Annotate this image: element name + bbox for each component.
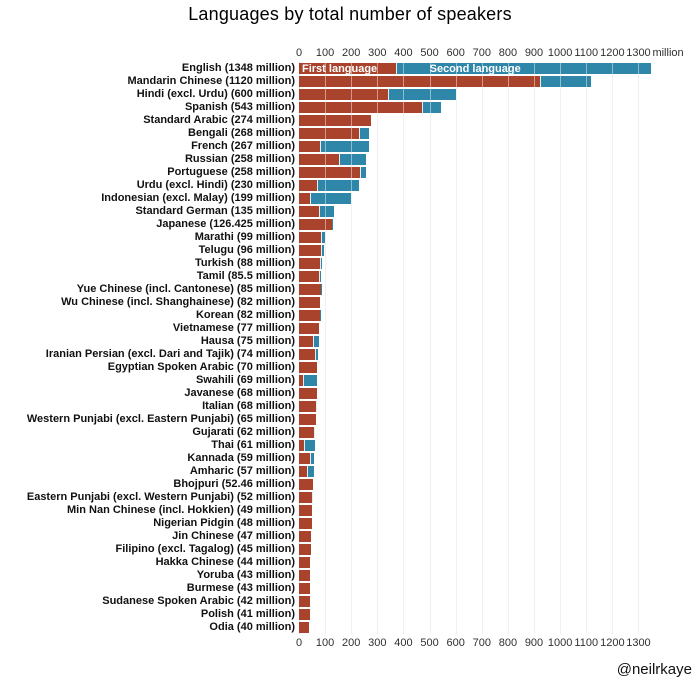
axis-tick-label: 300 (368, 47, 387, 59)
bar-segment-second-language (422, 102, 441, 113)
bar-segment-second-language (540, 76, 592, 87)
category-label: Hausa (75 million) (200, 335, 295, 347)
category-label: Thai (61 million) (211, 439, 295, 451)
gridline-overlay (482, 62, 483, 634)
category-label: Min Nan Chinese (incl. Hokkien) (49 million) (67, 504, 295, 516)
bar-segment-first-language (299, 596, 310, 607)
category-label: Hindi (excl. Urdu) (600 million) (136, 88, 295, 100)
axis-tick-label: 600 (446, 47, 465, 59)
bar-segment-first-language (299, 388, 317, 399)
bar-segment-second-language (307, 466, 314, 477)
axis-tick-label: 800 (498, 637, 518, 649)
gridline-overlay (560, 62, 561, 634)
category-label: Amharic (57 million) (189, 465, 295, 477)
bar-segment-first-language (299, 245, 321, 256)
bar-segment-first-language (299, 284, 321, 295)
category-label: Burmese (43 million) (186, 582, 295, 594)
axis-tick-label: 1300 (626, 637, 651, 649)
bar-segment-first-language (299, 531, 311, 542)
category-label: Filipino (excl. Tagalog) (45 million) (115, 543, 295, 555)
axis-tick-label: 600 (446, 637, 465, 649)
bar-segment-first-language (299, 193, 310, 204)
gridline-overlay (456, 62, 457, 634)
category-label: Sudanese Spoken Arabic (42 million) (102, 595, 295, 607)
axis-tick-label: 200 (342, 637, 361, 649)
axis-tick-label: 700 (472, 637, 491, 649)
bar-segment-first-language (299, 557, 310, 568)
category-label: Wu Chinese (incl. Shanghainese) (82 million) (61, 296, 295, 308)
category-label: Urdu (excl. Hindi) (230 million) (136, 179, 295, 191)
axis-tick-label: 100 (315, 637, 335, 649)
bar-segment-first-language (299, 453, 310, 464)
bar-segment-first-language (299, 609, 310, 620)
bar-segment-second-language (317, 180, 359, 191)
category-label: Telugu (96 million) (198, 244, 295, 256)
bar-segment-second-language (360, 167, 367, 178)
legend-first-language: First language (302, 63, 378, 75)
bar-segment-first-language (299, 414, 316, 425)
bar-segment-first-language (299, 297, 320, 308)
axis-tick-label: 700 (472, 47, 491, 59)
category-label: Turkish (88 million) (194, 257, 295, 269)
category-label: Hakka Chinese (44 million) (155, 556, 295, 568)
legend-second-language: Second language (429, 63, 521, 75)
bar-segment-first-language (299, 570, 310, 581)
gridline-overlay (534, 62, 535, 634)
axis-tick-label: 1100 (574, 47, 599, 59)
category-label: Standard German (135 million) (135, 205, 295, 217)
bar-segment-first-language (299, 427, 314, 438)
category-label: Swahili (69 million) (195, 374, 295, 386)
category-label: Vietnamese (77 million) (172, 322, 295, 334)
bar-segment-first-language (299, 258, 320, 269)
category-label: Yoruba (43 million) (196, 569, 295, 581)
axis-tick-label: 1100 (574, 637, 599, 649)
bar-segment-second-language (314, 427, 315, 438)
category-label: Eastern Punjabi (excl. Western Punjabi) (52 million) (26, 491, 295, 503)
category-label: English (1348 million) (181, 62, 295, 74)
bar-segment-second-language (312, 492, 313, 503)
category-label: Korean (82 million) (195, 309, 295, 321)
category-label: French (267 million) (191, 140, 295, 152)
bar-segment-second-language (320, 258, 322, 269)
bar-segment-first-language (299, 336, 313, 347)
category-label: Italian (68 million) (202, 400, 295, 412)
bar-segment-first-language (299, 115, 371, 126)
axis-tick-label: 500 (420, 637, 439, 649)
category-label: Japanese (126.425 million) (156, 218, 295, 230)
category-label: Bhojpuri (52.46 million) (173, 478, 295, 490)
axis-unit-label: million (652, 47, 684, 59)
gridline-overlay (377, 62, 378, 634)
category-label: Jin Chinese (47 million) (172, 530, 295, 542)
bar-segment-second-language (316, 401, 317, 412)
gridline-overlay (612, 62, 613, 634)
category-label: Odia (40 million) (209, 621, 295, 633)
bar-segment-first-language (299, 622, 309, 633)
bar-segment-first-language (299, 466, 307, 477)
category-label: Russian (258 million) (184, 153, 295, 165)
gridline-overlay (351, 62, 352, 634)
axis-tick-label: 1200 (600, 637, 625, 649)
bar-segment-first-language (299, 219, 332, 230)
category-label: Indonesian (excl. Malay) (199 million) (101, 192, 295, 204)
axis-tick-label: 1000 (547, 47, 573, 59)
bar-segment-second-language (315, 349, 318, 360)
gridline-overlay (325, 62, 326, 634)
axis-tick-label: 400 (394, 47, 413, 59)
chart-title: Languages by total number of speakers (188, 4, 512, 24)
bar-segment-first-language (299, 271, 319, 282)
axis-tick-label: 400 (394, 637, 413, 649)
axis-tick-label: 500 (420, 47, 439, 59)
bar-segment-first-language (299, 544, 311, 555)
axis-tick-label: 1200 (600, 47, 625, 59)
axis-tick-label: 1300 (626, 47, 651, 59)
category-label: Mandarin Chinese (1120 million) (127, 75, 295, 87)
bar-segment-second-language (310, 193, 350, 204)
bar-segment-first-language (299, 505, 312, 516)
category-label: Yue Chinese (incl. Cantonese) (85 million) (76, 283, 295, 295)
bar-segment-second-language (321, 245, 324, 256)
bar-segment-second-language (359, 128, 369, 139)
category-label: Tamil (85.5 million) (196, 270, 295, 282)
credit-handle: @neilrkaye (616, 661, 692, 678)
bar-segment-first-language (299, 401, 316, 412)
gridline-overlay (586, 62, 587, 634)
bar-segment-first-language (299, 310, 320, 321)
bar-segment-second-language (310, 453, 314, 464)
bar-segment-first-language (299, 154, 339, 165)
axis-tick-label: 800 (498, 47, 518, 59)
category-label: Spanish (543 million) (184, 101, 295, 113)
bar-segment-first-language (299, 349, 315, 360)
bar-segment-first-language (299, 492, 312, 503)
bar-segment-second-language (303, 375, 317, 386)
bar-segment-second-language (320, 141, 369, 152)
bar-segment-first-language (299, 479, 313, 490)
gridline-overlay (508, 62, 509, 634)
axis-tick-label: 100 (315, 47, 335, 59)
gridline-overlay (638, 62, 639, 634)
bar-segment-second-language (388, 89, 455, 100)
bar-segment-first-language (299, 180, 317, 191)
axis-tick-label: 0 (295, 637, 303, 649)
axis-tick-label: 0 (295, 47, 303, 59)
bar-segment-first-language (299, 128, 359, 139)
bar-segment-second-language (313, 336, 319, 347)
bar-segment-first-language (299, 141, 320, 152)
bar-segment-first-language (299, 89, 388, 100)
bar-segment-first-language (299, 323, 319, 334)
category-label: Polish (41 million) (200, 608, 295, 620)
category-label: Javanese (68 million) (184, 387, 295, 399)
bar-segment-first-language (299, 583, 310, 594)
category-label: Bengali (268 million) (188, 127, 295, 139)
category-label: Iranian Persian (excl. Dari and Tajik) (74 million) (45, 348, 295, 360)
category-label: Marathi (99 million) (194, 231, 295, 243)
gridline-overlay (403, 62, 404, 634)
category-label: Standard Arabic (274 million) (143, 114, 295, 126)
category-label: Kannada (59 million) (187, 452, 295, 464)
axis-tick-label: 300 (368, 637, 387, 649)
category-label: Egyptian Spoken Arabic (70 million) (107, 361, 295, 373)
bar-segment-second-language (319, 271, 321, 282)
axis-tick-label: 200 (342, 47, 361, 59)
axis-tick-label: 1000 (547, 637, 573, 649)
bar-segment-first-language (299, 232, 321, 243)
bar-segment-second-language (339, 154, 366, 165)
axis-tick-label: 900 (524, 47, 544, 59)
category-label: Western Punjabi (excl. Eastern Punjabi) (65 million) (26, 413, 295, 425)
bar-segment-second-language (319, 206, 334, 217)
bar-segment-first-language (299, 362, 317, 373)
bar-segment-second-language (304, 440, 314, 451)
axis-tick-label: 900 (524, 637, 544, 649)
gridline-overlay (430, 62, 431, 634)
category-label: Gujarati (62 million) (192, 426, 295, 438)
category-label: Portuguese (258 million) (167, 166, 295, 178)
bar-segment-first-language (299, 76, 540, 87)
bar-segment-first-language (299, 518, 312, 529)
category-label: Nigerian Pidgin (48 million) (153, 517, 295, 529)
bar-segment-first-language (299, 206, 319, 217)
